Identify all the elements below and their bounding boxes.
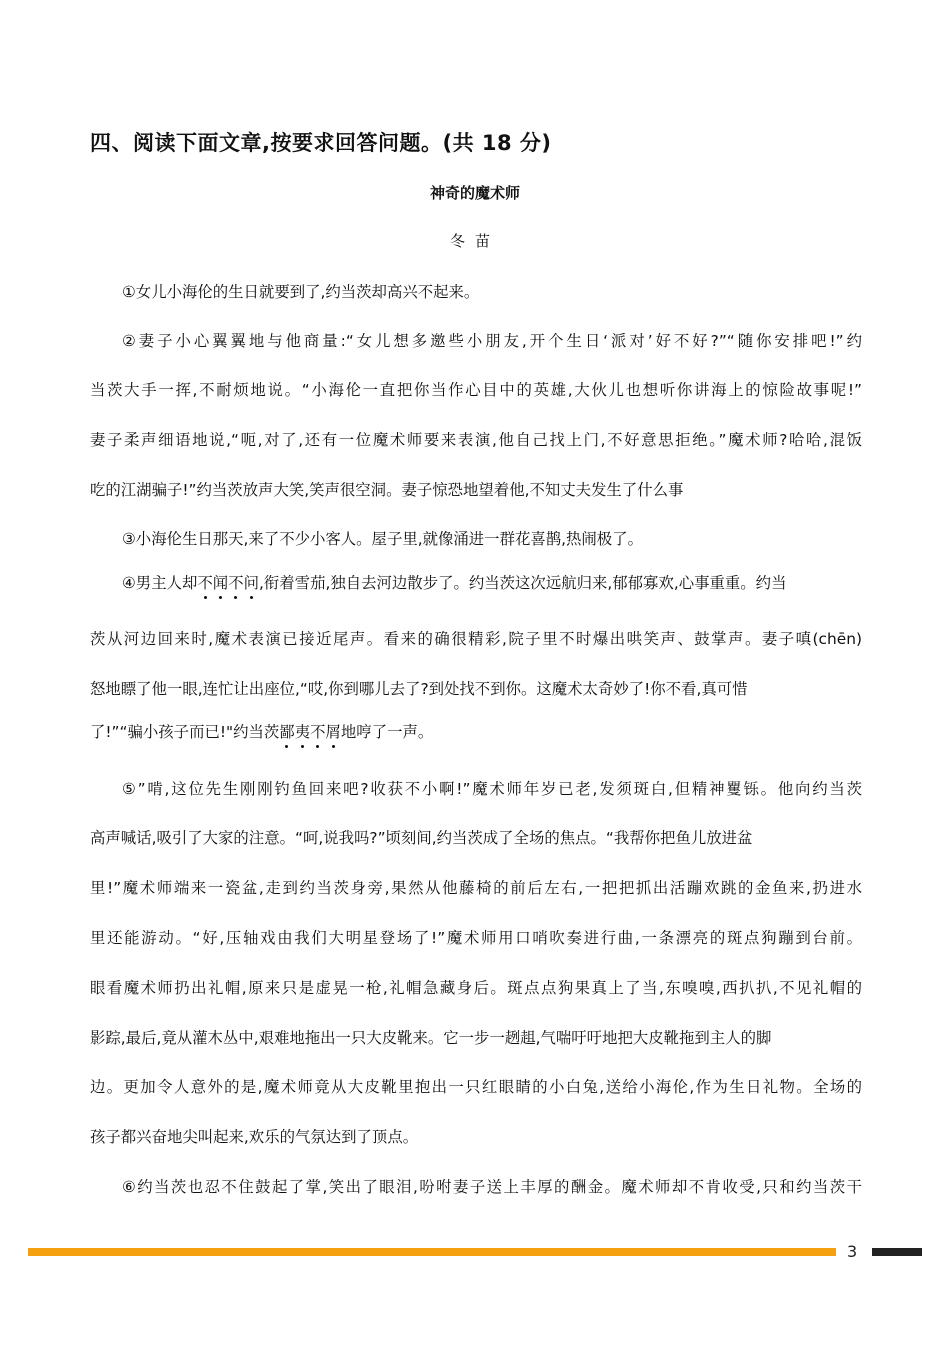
text-line: 孩子都兴奋地尖叫起来,欢乐的气氛达到了顶点。	[90, 1128, 419, 1146]
text-line: ②妻子小心翼翼地与他商量:“女儿想多邀些小朋友,开个生日‘派对’好不好?”“随你安排吧!”约	[122, 332, 862, 350]
emphasis-char: 夷	[294, 723, 311, 741]
emphasis-char: 问	[243, 574, 259, 592]
text-line: 眼看魔术师扔出礼帽,原来只是虚晃一枪,礼帽急藏身后。斑点点狗果真上了当,东嗅嗅,西扒扒,不见礼帽的	[90, 979, 862, 997]
article-title: 神奇的魔术师	[429, 184, 520, 202]
page-number: 3	[847, 1242, 858, 1261]
text-segment: 地哼了一声。	[340, 723, 434, 741]
text-line-emphasis	[122, 573, 862, 593]
emphasis-char: 不	[310, 723, 326, 741]
text-line-emphasis	[90, 722, 862, 742]
text-line: 高声喊话,吸引了大家的注意。“呵,说我吗?”顷刻间,约当茨成了全场的焦点。“我帮你把鱼儿放进盆	[90, 829, 753, 847]
footer-dark-bar	[872, 1248, 922, 1256]
emphasis-char: 鄙	[279, 723, 295, 741]
text-line: 里!”魔术师端来一瓷盆,走到约当茨身旁,果然从他藤椅的前后左右,一把把抓出活蹦欢跳的金鱼来,扔进水	[90, 879, 862, 897]
text-segment: 了!”“骗小孩子而已!"约当茨	[90, 723, 280, 741]
text-line: ③小海伦生日那天,来了不少小客人。屋子里,就像涌进一群花喜鹊,热闹极了。	[122, 530, 643, 548]
text-line: ①女儿小海伦的生日就要到了,约当茨却高兴不起来。	[122, 283, 480, 301]
footer-accent-bar	[28, 1248, 836, 1256]
emphasis-char: 不	[228, 574, 244, 592]
article-author: 冬苗	[449, 232, 500, 250]
text-line: 妻子柔声细语地说,“呃,对了,还有一位魔术师要来表演,他自己找上门,不好意思拒绝。”魔术师?哈哈,混饭	[90, 431, 862, 449]
text-segment: ④男主人却	[122, 574, 198, 592]
section-heading: 四、阅读下面文章,按要求回答问题。(共 18 分)	[90, 131, 552, 155]
text-line: 影踪,最后,竟从灌木丛中,艰难地拖出一只大皮靴来。它一步一趔趄,气喘吁吁地把大皮靴拖到主人的脚	[90, 1029, 772, 1047]
text-line: 边。更加令人意外的是,魔术师竟从大皮靴里抱出一只红眼睛的小白兔,送给小海伦,作为生日礼物。全场的	[90, 1078, 862, 1096]
text-line: 里还能游动。“好,压轴戏由我们大明星登场了!”魔术师用口哨吹奏进行曲,一条漂亮的斑点狗蹦到台前。	[90, 929, 862, 947]
text-line: 当茨大手一挥,不耐烦地说。“小海伦一直把你当作心目中的英雄,大伙儿也想听你讲海上的惊险故事呢!”	[90, 381, 862, 399]
emphasis-char: 不	[197, 574, 213, 592]
text-line: ⑤”啃,这位先生刚刚钓鱼回来吧?收获不小啊!”魔术师年岁已老,发须斑白,但精神矍铄。他向约当茨	[122, 780, 862, 798]
text-segment: ,衔着雪茄,独自去河边散步了。约当茨这次远航归来,郁郁寡欢,心事重重。约当	[259, 574, 787, 592]
text-line: 吃的江湖骗子!”约当茨放声大笑,笑声很空洞。妻子惊恐地望着他,不知丈夫发生了什么事	[90, 481, 684, 499]
text-line: ⑥约当茨也忍不住鼓起了掌,笑出了眼泪,吩咐妻子送上丰厚的酬金。魔术师却不肯收受,只和约当茨干	[122, 1178, 862, 1196]
text-line: 茨从河边回来时,魔术表演已接近尾声。看来的确很精彩,院子里不时爆出哄笑声、鼓掌声。妻子嗔(chēn)	[90, 630, 862, 648]
emphasis-char: 屑	[325, 723, 341, 741]
text-line: 怒地瞟了他一眼,连忙让出座位,“哎,你到哪儿去了?到处找不到你。这魔术太奇妙了!你不看,真可惜	[90, 680, 748, 698]
emphasis-char: 闻	[212, 574, 229, 592]
